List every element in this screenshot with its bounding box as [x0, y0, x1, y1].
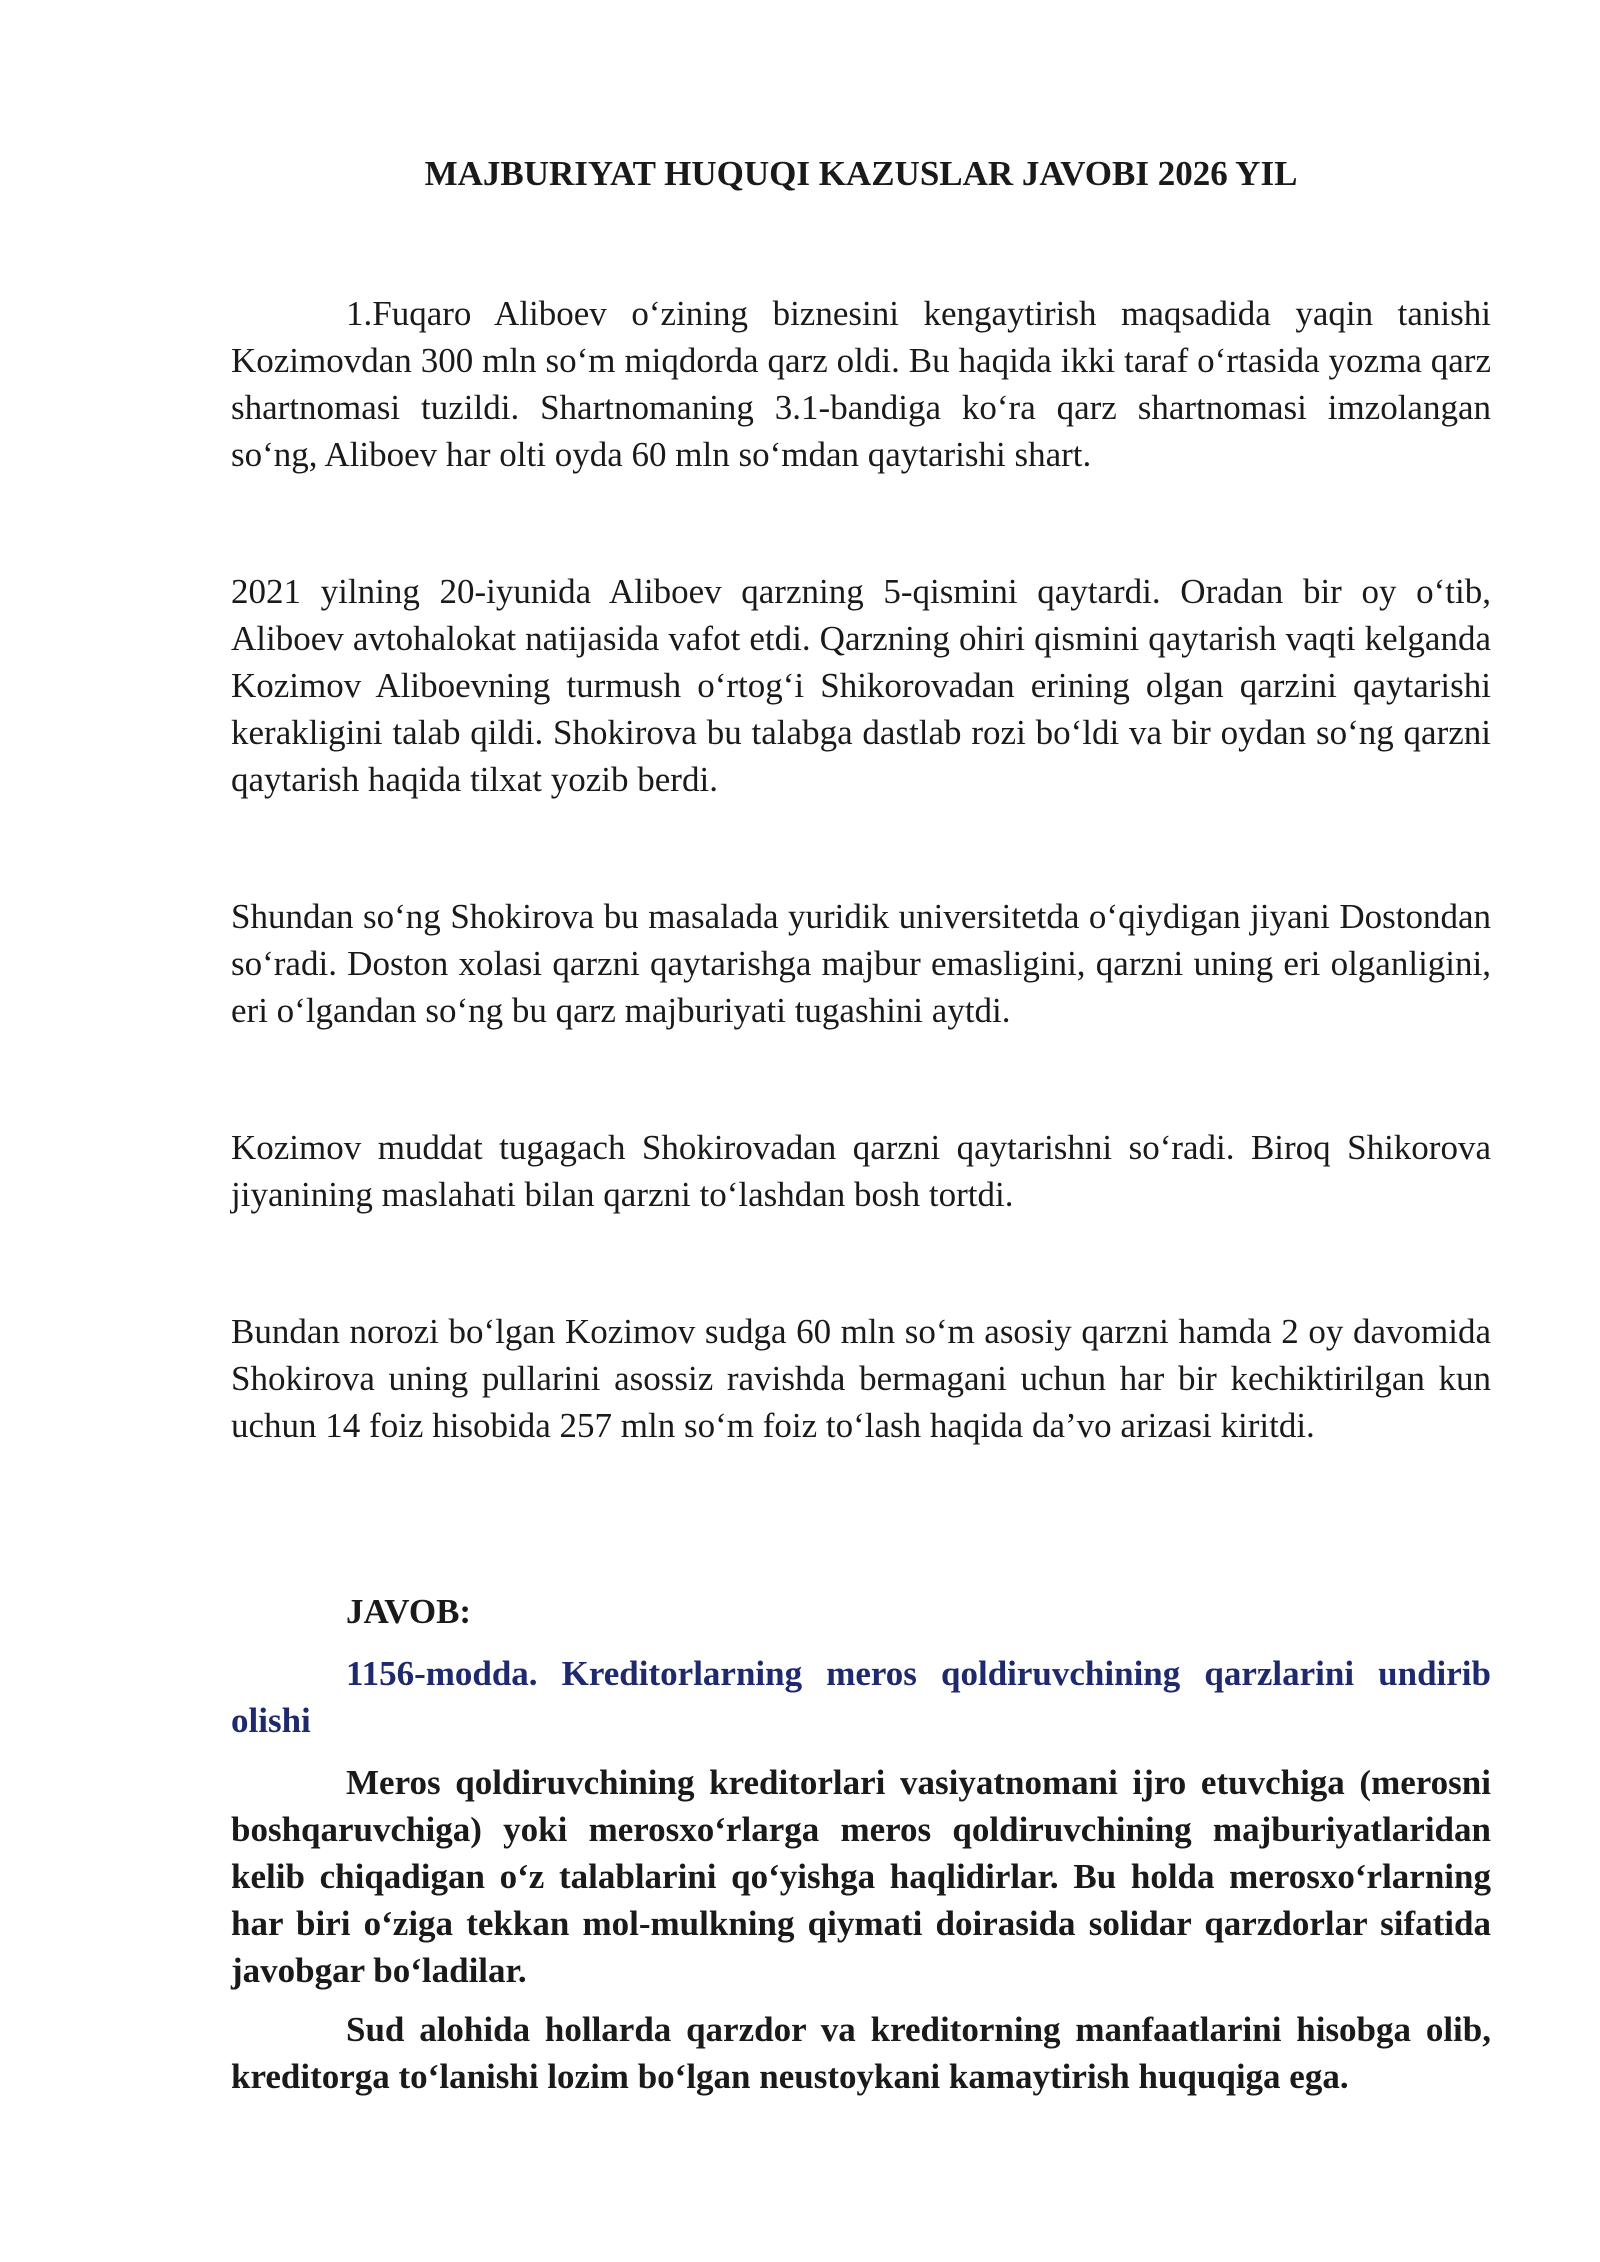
answer-label: JAVOB:	[346, 1592, 472, 1631]
case-paragraph-3: Shundan so‘ng Shokirova bu masalada yuridik universitetda o‘qiydigan jiyani Dostondan so‘radi. Doston xolasi qarzni qaytarishga majbur emasligini, qarzni uning eri olganligini, eri o‘lgandan so‘ng bu qarz majburiyati tugashini aytdi.	[231, 897, 1491, 1030]
document-title: MAJBURIYAT HUQUQI KAZUSLAR JAVOBI 2026 YIL	[424, 154, 1298, 193]
article-paragraph-2: Sud alohida hollarda qarzdor va kreditorning manfaatlarini hisobga olib, kreditorga to‘lanishi lozim bo‘lgan neustoykani kamaytirish huquqiga ega.	[231, 2010, 1491, 2096]
article-paragraph-1: Meros qoldiruvchining kreditorlari vasiyatnomani ijro etuvchiga (merosni boshqaruvchiga) yoki merosxo‘rlarga meros qoldiruvchining majburiyatlaridan kelib chiqadigan o‘z talablarini qo‘yishga haqlidirlar. Bu holda merosxo‘rlarning har biri o‘ziga tekkan mol-mulkning qiymati doirasida solidar qarzdorlar sifatida javobgar bo‘ladilar.	[231, 1763, 1491, 1990]
article-heading: 1156-modda. Kreditorlarning meros qoldiruvchining qarzlarini undirib olishi	[231, 1654, 1491, 1740]
case-paragraph-5: Bundan norozi bo‘lgan Kozimov sudga 60 mln so‘m asosiy qarzni hamda 2 oy davomida Shokirova uning pullarini asossiz ravishda bermagani uchun har bir kechiktirilgan kun uchun 14 foiz hisobida 257 mln so‘m foiz to‘lash haqida da’vo arizasi kiritdi.	[231, 1312, 1491, 1445]
case-paragraph-2: 2021 yilning 20-iyunida Aliboev qarzning 5-qismini qaytardi. Oradan bir oy o‘tib, Aliboev avtohalokat natijasida vafot etdi. Qarzning ohiri qismini qaytarish vaqti kelganda Kozimov Aliboevning turmush o‘rtog‘i Shikorovadan erining olgan qarzini qaytarishi kerakligini talab qildi. Shokirova bu talabga dastlab rozi bo‘ldi va bir oydan so‘ng qarzni qaytarish haqida tilxat yozib berdi.	[231, 572, 1491, 799]
case-paragraph-1: 1.Fuqaro Aliboev o‘zining biznesini kengaytirish maqsadida yaqin tanishi Kozimovdan 300 mln so‘m miqdorda qarz oldi. Bu haqida ikki taraf o‘rtasida yozma qarz shartnomasi tuzildi. Shartnomaning 3.1-bandiga ko‘ra qarz shartnomasi imzolangan so‘ng, Aliboev har olti oyda 60 mln so‘mdan qaytarishi shart.	[231, 294, 1491, 474]
case-paragraph-4: Kozimov muddat tugagach Shokirovadan qarzni qaytarishni so‘radi. Biroq Shikorova jiyanining maslahati bilan qarzni to‘lashdan bosh tortdi.	[231, 1128, 1491, 1214]
